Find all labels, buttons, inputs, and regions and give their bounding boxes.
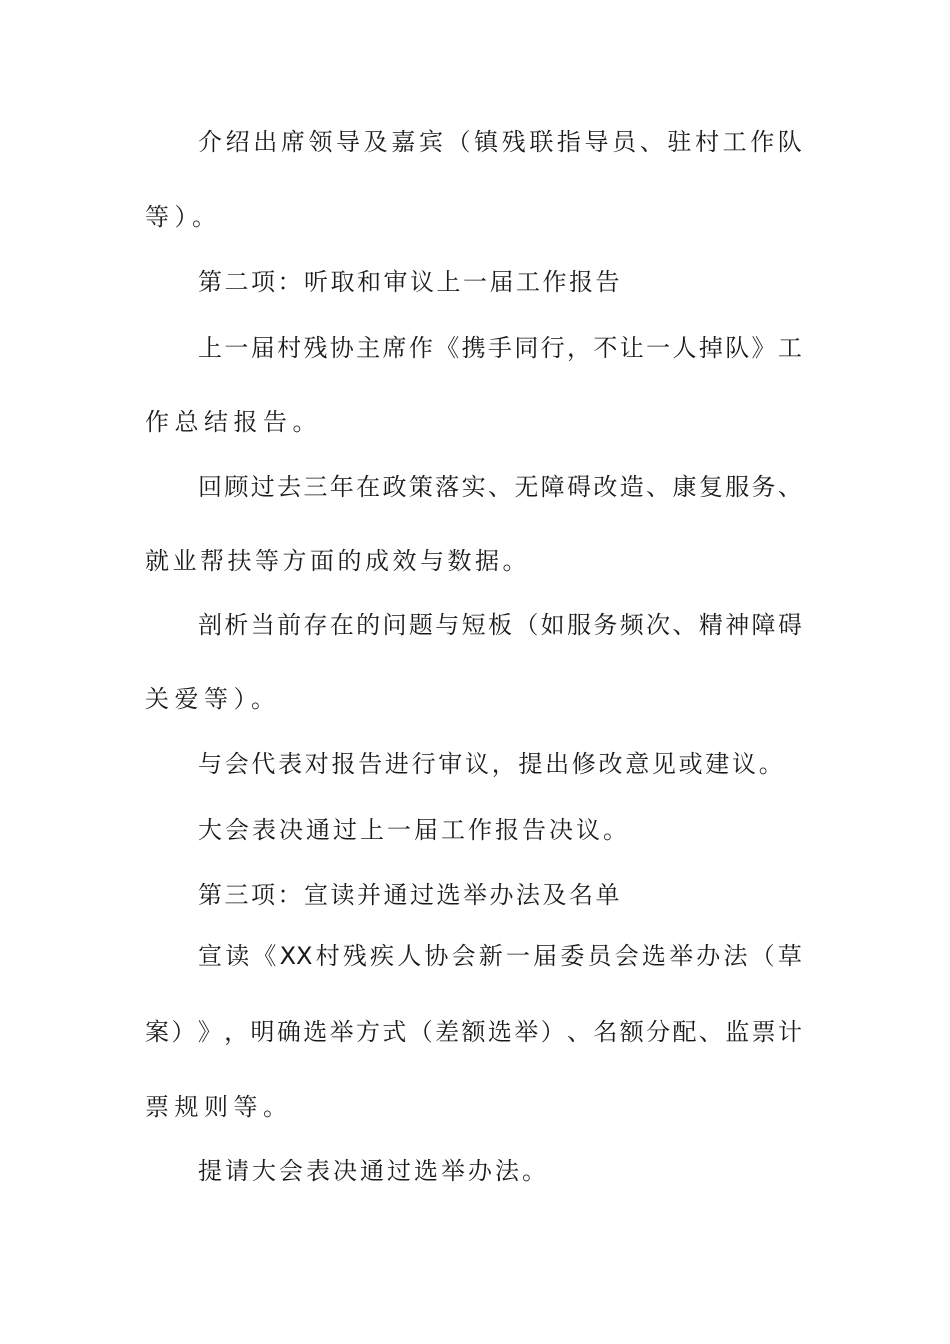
paragraph-3-line-2: 作总结报告。 bbox=[145, 408, 322, 436]
paragraph-7: 大会表决通过上一届工作报告决议。 bbox=[198, 816, 630, 844]
paragraph-1-line-1: 介 绍 出 席 领 导 及 嘉 宾 （ 镇 残 联 指 导 员 、 驻 村 工 作 队 bbox=[198, 128, 802, 156]
paragraph-6: 与会代表对报告进行审议，提出修改意见或建议。 bbox=[198, 750, 786, 778]
section-heading-item-2: 第二项：听取和审议上一届工作报告 bbox=[198, 268, 622, 296]
paragraph-1-line-2: 等）。 bbox=[145, 203, 222, 231]
section-heading-item-3: 第三项：宣读并通过选举办法及名单 bbox=[198, 881, 622, 909]
paragraph-10: 提请大会表决通过选举办法。 bbox=[198, 1157, 549, 1185]
paragraph-4-line-1: 回 顾 过 去 三 年 在 政 策 落 实 、 无 障 碍 改 造 、 康 复 服 务 、 bbox=[198, 473, 802, 501]
paragraph-5-line-1: 剖 析 当 前 存 在 的 问 题 与 短 板 （ 如 服 务 频 次 、 精 神 障 碍 bbox=[198, 611, 802, 639]
paragraph-9-line-3: 票规则等。 bbox=[145, 1093, 293, 1121]
paragraph-4-line-2: 就业帮扶等方面的成效与数据。 bbox=[145, 547, 530, 575]
paragraph-3-line-1: 上 一 届 村 残 协 主 席 作 《 携 手 同 行 ， 不 让 一 人 掉 队 》 工 bbox=[198, 334, 802, 362]
paragraph-9-line-1: 宣 读 《 XX 村 残 疾 人 协 会 新 一 届 委 员 会 选 举 办 法 （ 草 bbox=[198, 942, 802, 970]
paragraph-9-line-2: 案 ） 》 ， 明 确 选 举 方 式 （ 差 额 选 举 ） 、 名 额 分 配 、 监 票 计 bbox=[145, 1018, 802, 1046]
paragraph-5-line-2: 关爱等）。 bbox=[145, 685, 281, 713]
